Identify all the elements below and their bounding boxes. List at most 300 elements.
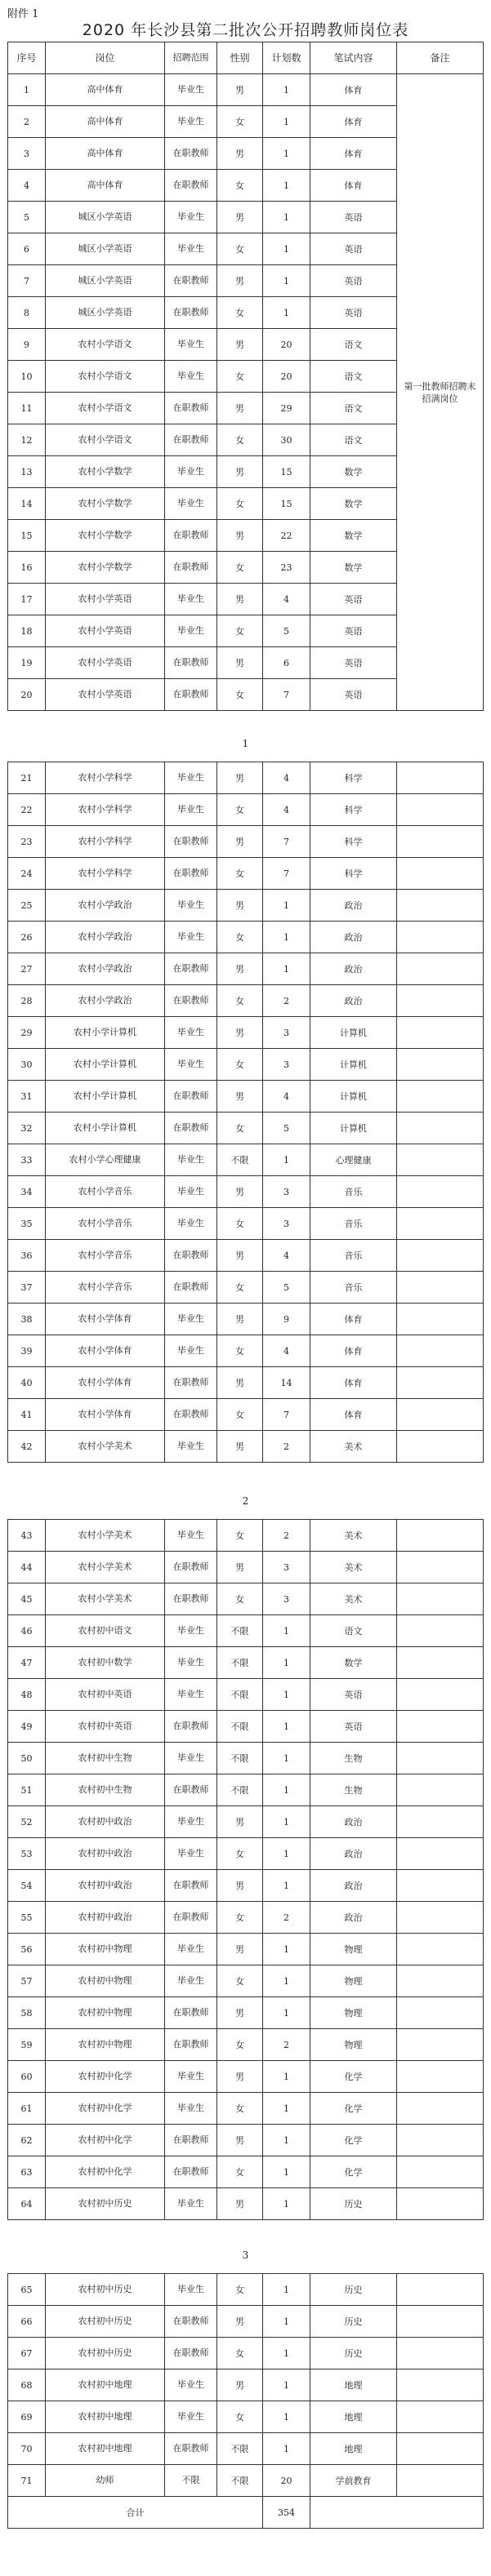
row-number: 5 — [8, 202, 46, 233]
row-number: 23 — [8, 826, 46, 858]
table-row — [8, 2274, 484, 2306]
row-number: 47 — [8, 1647, 46, 1679]
row-number: 53 — [8, 1838, 46, 1870]
exam-subject: 英语 — [310, 297, 397, 329]
table-row — [8, 1208, 484, 1240]
recruit-scope: 毕业生 — [165, 1176, 217, 1208]
row-number: 3 — [8, 138, 46, 170]
plan-count: 5 — [263, 1272, 310, 1304]
row-number: 36 — [8, 1240, 46, 1272]
post-name: 城区小学英语 — [46, 202, 165, 233]
remark-empty — [397, 2465, 484, 2497]
post-name: 农村小学数学 — [46, 520, 165, 552]
plan-count: 1 — [263, 953, 310, 985]
gender: 男 — [217, 890, 263, 922]
table-row — [8, 2465, 484, 2497]
exam-subject: 美术 — [310, 1520, 397, 1552]
exam-subject: 体育 — [310, 138, 397, 170]
exam-subject: 数学 — [310, 456, 397, 488]
table-row — [8, 74, 484, 106]
plan-count: 1 — [263, 2061, 310, 2093]
recruit-scope: 毕业生 — [165, 1934, 217, 1965]
row-number: 65 — [8, 2274, 46, 2306]
remark-empty — [397, 2061, 484, 2093]
remark-empty — [397, 1997, 484, 2029]
exam-subject: 政治 — [310, 1870, 397, 1902]
post-name: 农村小学政治 — [46, 890, 165, 922]
post-name: 农村小学美术 — [46, 1583, 165, 1615]
post-name: 农村初中物理 — [46, 1934, 165, 1965]
row-number: 13 — [8, 456, 46, 488]
recruit-scope: 在职教师 — [165, 2306, 217, 2338]
post-name: 农村小学科学 — [46, 826, 165, 858]
remark-empty — [397, 2188, 484, 2220]
row-number: 63 — [8, 2156, 46, 2188]
remark-empty — [397, 2029, 484, 2061]
post-table-section-4 — [7, 2273, 484, 2529]
post-name: 城区小学英语 — [46, 265, 165, 297]
row-number: 20 — [8, 679, 46, 711]
row-number: 7 — [8, 265, 46, 297]
recruit-scope: 毕业生 — [165, 1520, 217, 1552]
exam-subject: 政治 — [310, 1806, 397, 1838]
remark-empty — [397, 762, 484, 794]
exam-subject: 语文 — [310, 329, 397, 361]
post-name: 农村初中物理 — [46, 1965, 165, 1997]
remark-empty — [397, 1272, 484, 1304]
table-row — [8, 1647, 484, 1679]
recruit-scope: 毕业生 — [165, 2369, 217, 2401]
gender: 女 — [217, 552, 263, 584]
recruit-scope: 毕业生 — [165, 1049, 217, 1081]
table-row — [8, 2156, 484, 2188]
row-number: 37 — [8, 1272, 46, 1304]
table-row — [8, 2188, 484, 2220]
post-name: 农村小学体育 — [46, 1335, 165, 1367]
remark-empty — [397, 2125, 484, 2156]
recruit-scope: 在职教师 — [165, 826, 217, 858]
table-row — [8, 922, 484, 953]
plan-count: 22 — [263, 520, 310, 552]
recruit-scope: 毕业生 — [165, 584, 217, 615]
exam-subject: 生物 — [310, 1743, 397, 1774]
gender: 女 — [217, 1838, 263, 1870]
row-number: 14 — [8, 488, 46, 520]
row-number: 19 — [8, 647, 46, 679]
recruit-scope: 在职教师 — [165, 297, 217, 329]
gender: 女 — [217, 2093, 263, 2125]
table-row — [8, 1806, 484, 1838]
row-number: 50 — [8, 1743, 46, 1774]
exam-subject: 数学 — [310, 488, 397, 520]
post-name: 农村小学科学 — [46, 794, 165, 826]
table-row — [8, 1552, 484, 1583]
post-name: 农村初中生物 — [46, 1774, 165, 1806]
row-number: 57 — [8, 1965, 46, 1997]
recruit-scope: 毕业生 — [165, 456, 217, 488]
post-name: 农村初中物理 — [46, 1997, 165, 2029]
remark-empty — [397, 1520, 484, 1552]
recruit-scope: 毕业生 — [165, 1647, 217, 1679]
post-name: 城区小学英语 — [46, 233, 165, 265]
recruit-scope: 在职教师 — [165, 170, 217, 202]
plan-count: 14 — [263, 1367, 310, 1399]
row-number: 52 — [8, 1806, 46, 1838]
exam-subject: 历史 — [310, 2306, 397, 2338]
plan-count: 3 — [263, 1176, 310, 1208]
recruit-scope: 在职教师 — [165, 858, 217, 890]
row-number: 40 — [8, 1367, 46, 1399]
exam-subject: 科学 — [310, 858, 397, 890]
recruit-scope: 在职教师 — [165, 1367, 217, 1399]
plan-count: 1 — [263, 233, 310, 265]
gender: 男 — [217, 2061, 263, 2093]
header-plan: 计划数 — [263, 42, 310, 74]
page-number-1: 1 — [242, 738, 249, 749]
post-name: 农村小学英语 — [46, 615, 165, 647]
remark-empty — [397, 1615, 484, 1647]
recruit-scope: 在职教师 — [165, 1774, 217, 1806]
remark-empty — [397, 1113, 484, 1144]
gender: 男 — [217, 74, 263, 106]
exam-subject: 音乐 — [310, 1176, 397, 1208]
remark-empty — [397, 1583, 484, 1615]
header-post: 岗位 — [46, 42, 165, 74]
row-number: 16 — [8, 552, 46, 584]
row-number: 15 — [8, 520, 46, 552]
exam-subject: 科学 — [310, 826, 397, 858]
plan-count: 2 — [263, 1520, 310, 1552]
remark-empty — [397, 2433, 484, 2465]
row-number: 51 — [8, 1774, 46, 1806]
row-number: 70 — [8, 2433, 46, 2465]
exam-subject: 化学 — [310, 2061, 397, 2093]
gender: 女 — [217, 1113, 263, 1144]
plan-count: 2 — [263, 985, 310, 1017]
plan-count: 20 — [263, 329, 310, 361]
exam-subject: 数学 — [310, 552, 397, 584]
post-name: 农村小学科学 — [46, 858, 165, 890]
remark-empty — [397, 2306, 484, 2338]
gender: 男 — [217, 520, 263, 552]
plan-count: 1 — [263, 1647, 310, 1679]
plan-count: 1 — [263, 1144, 310, 1176]
recruit-scope: 在职教师 — [165, 424, 217, 456]
table-row — [8, 985, 484, 1017]
post-name: 农村初中历史 — [46, 2306, 165, 2338]
table-row — [8, 2338, 484, 2369]
exam-subject: 政治 — [310, 922, 397, 953]
remark-empty — [397, 1304, 484, 1335]
recruit-scope: 毕业生 — [165, 1965, 217, 1997]
exam-subject: 音乐 — [310, 1272, 397, 1304]
row-number: 61 — [8, 2093, 46, 2125]
post-name: 农村小学体育 — [46, 1304, 165, 1335]
row-number: 12 — [8, 424, 46, 456]
post-name: 农村小学数学 — [46, 488, 165, 520]
row-number: 66 — [8, 2306, 46, 2338]
table-row — [8, 953, 484, 985]
gender: 女 — [217, 424, 263, 456]
gender: 男 — [217, 456, 263, 488]
exam-subject: 体育 — [310, 1335, 397, 1367]
exam-subject: 化学 — [310, 2156, 397, 2188]
exam-subject: 语文 — [310, 393, 397, 424]
table-row — [8, 1965, 484, 1997]
row-number: 26 — [8, 922, 46, 953]
exam-subject: 体育 — [310, 74, 397, 106]
gender: 女 — [217, 1902, 263, 1934]
post-table-section-3 — [7, 1519, 484, 2220]
remark-empty — [397, 1081, 484, 1113]
table-row — [8, 2093, 484, 2125]
exam-subject: 音乐 — [310, 1240, 397, 1272]
post-name: 农村小学英语 — [46, 584, 165, 615]
total-value: 354 — [263, 2497, 310, 2529]
remark-empty — [397, 1902, 484, 1934]
plan-count: 20 — [263, 361, 310, 393]
remark-empty — [397, 1647, 484, 1679]
row-number: 33 — [8, 1144, 46, 1176]
exam-subject: 地理 — [310, 2369, 397, 2401]
plan-count: 4 — [263, 584, 310, 615]
gender: 男 — [217, 1997, 263, 2029]
table-row — [8, 1335, 484, 1367]
plan-count: 4 — [263, 1240, 310, 1272]
plan-count: 1 — [263, 1679, 310, 1711]
recruit-scope: 毕业生 — [165, 890, 217, 922]
total-label: 合计 — [8, 2497, 263, 2529]
row-number: 56 — [8, 1934, 46, 1965]
plan-count: 3 — [263, 1049, 310, 1081]
gender: 男 — [217, 1367, 263, 1399]
recruit-scope: 毕业生 — [165, 202, 217, 233]
post-name: 农村小学音乐 — [46, 1272, 165, 1304]
row-number: 41 — [8, 1399, 46, 1431]
post-name: 农村小学英语 — [46, 647, 165, 679]
recruit-scope: 毕业生 — [165, 794, 217, 826]
plan-count: 30 — [263, 424, 310, 456]
exam-subject: 计算机 — [310, 1081, 397, 1113]
table-row — [8, 1774, 484, 1806]
gender: 男 — [217, 2369, 263, 2401]
row-number: 1 — [8, 74, 46, 106]
recruit-scope: 在职教师 — [165, 985, 217, 1017]
post-name: 农村初中政治 — [46, 1870, 165, 1902]
post-name: 农村小学英语 — [46, 679, 165, 711]
gender: 女 — [217, 1208, 263, 1240]
plan-count: 1 — [263, 106, 310, 138]
plan-count: 2 — [263, 1902, 310, 1934]
gender: 男 — [217, 826, 263, 858]
plan-count: 3 — [263, 1552, 310, 1583]
gender: 男 — [217, 1176, 263, 1208]
plan-count: 1 — [263, 1997, 310, 2029]
recruit-scope: 在职教师 — [165, 2433, 217, 2465]
table-row — [8, 1399, 484, 1431]
table-row — [8, 1304, 484, 1335]
page-number-3: 3 — [242, 2250, 249, 2261]
recruit-scope: 在职教师 — [165, 2029, 217, 2061]
row-number: 43 — [8, 1520, 46, 1552]
recruit-scope: 在职教师 — [165, 1583, 217, 1615]
exam-subject: 英语 — [310, 615, 397, 647]
recruit-scope: 毕业生 — [165, 1208, 217, 1240]
gender: 男 — [217, 1806, 263, 1838]
gender: 男 — [217, 2125, 263, 2156]
exam-subject: 政治 — [310, 1838, 397, 1870]
post-name: 农村小学体育 — [46, 1367, 165, 1399]
recruit-scope: 在职教师 — [165, 1552, 217, 1583]
row-number: 71 — [8, 2465, 46, 2497]
exam-subject: 英语 — [310, 1711, 397, 1743]
gender: 女 — [217, 1049, 263, 1081]
recruit-scope: 在职教师 — [165, 679, 217, 711]
gender: 不限 — [217, 1647, 263, 1679]
recruit-scope: 毕业生 — [165, 361, 217, 393]
plan-count: 3 — [263, 1208, 310, 1240]
post-name: 农村初中历史 — [46, 2188, 165, 2220]
gender: 男 — [217, 1870, 263, 1902]
recruit-scope: 在职教师 — [165, 138, 217, 170]
post-name: 农村初中语文 — [46, 1615, 165, 1647]
recruit-scope: 毕业生 — [165, 1017, 217, 1049]
remark-empty — [397, 858, 484, 890]
post-name: 农村小学语文 — [46, 424, 165, 456]
post-name: 农村小学政治 — [46, 953, 165, 985]
remark-empty — [397, 1399, 484, 1431]
plan-count: 1 — [263, 2188, 310, 2220]
gender: 女 — [217, 2338, 263, 2369]
plan-count: 9 — [263, 1304, 310, 1335]
exam-subject: 英语 — [310, 1679, 397, 1711]
exam-subject: 英语 — [310, 584, 397, 615]
row-number: 6 — [8, 233, 46, 265]
exam-subject: 化学 — [310, 2125, 397, 2156]
post-name: 高中体育 — [46, 74, 165, 106]
gender: 不限 — [217, 1774, 263, 1806]
recruit-scope: 在职教师 — [165, 2338, 217, 2369]
post-name: 农村初中政治 — [46, 1806, 165, 1838]
gender: 男 — [217, 584, 263, 615]
remark-empty — [397, 1176, 484, 1208]
gender: 男 — [217, 1431, 263, 1463]
table-row — [8, 2433, 484, 2465]
gender: 女 — [217, 106, 263, 138]
header-gender: 性别 — [217, 42, 263, 74]
plan-count: 5 — [263, 615, 310, 647]
exam-subject: 体育 — [310, 1399, 397, 1431]
post-name: 农村小学美术 — [46, 1552, 165, 1583]
row-number: 58 — [8, 1997, 46, 2029]
table-row — [8, 1870, 484, 1902]
row-number: 44 — [8, 1552, 46, 1583]
post-name: 农村小学科学 — [46, 762, 165, 794]
post-name: 高中体育 — [46, 106, 165, 138]
post-name: 农村初中地理 — [46, 2369, 165, 2401]
remark-empty — [397, 1144, 484, 1176]
recruit-scope: 不限 — [165, 2465, 217, 2497]
post-name: 农村小学体育 — [46, 1399, 165, 1431]
exam-subject: 体育 — [310, 106, 397, 138]
row-number: 54 — [8, 1870, 46, 1902]
recruit-scope: 在职教师 — [165, 953, 217, 985]
exam-subject: 历史 — [310, 2338, 397, 2369]
recruit-scope: 毕业生 — [165, 329, 217, 361]
exam-subject: 化学 — [310, 2093, 397, 2125]
plan-count: 4 — [263, 1335, 310, 1367]
table-row — [8, 1081, 484, 1113]
plan-count: 4 — [263, 1081, 310, 1113]
remark-empty — [397, 1367, 484, 1399]
post-name: 高中体育 — [46, 170, 165, 202]
row-number: 24 — [8, 858, 46, 890]
plan-count: 1 — [263, 1774, 310, 1806]
plan-count: 1 — [263, 265, 310, 297]
plan-count: 23 — [263, 552, 310, 584]
exam-subject: 物理 — [310, 2029, 397, 2061]
row-number: 11 — [8, 393, 46, 424]
plan-count: 1 — [263, 1615, 310, 1647]
exam-subject: 英语 — [310, 202, 397, 233]
gender: 女 — [217, 1272, 263, 1304]
recruit-scope: 在职教师 — [165, 647, 217, 679]
row-number: 59 — [8, 2029, 46, 2061]
plan-count: 1 — [263, 1711, 310, 1743]
exam-subject: 历史 — [310, 2188, 397, 2220]
remark-empty — [397, 1743, 484, 1774]
post-name: 农村初中化学 — [46, 2061, 165, 2093]
remark-empty — [397, 985, 484, 1017]
row-number: 29 — [8, 1017, 46, 1049]
row-number: 42 — [8, 1431, 46, 1463]
remark-empty — [397, 1431, 484, 1463]
post-name: 农村小学政治 — [46, 922, 165, 953]
recruit-scope: 毕业生 — [165, 74, 217, 106]
exam-subject: 心理健康 — [310, 1144, 397, 1176]
recruit-scope: 毕业生 — [165, 1743, 217, 1774]
plan-count: 3 — [263, 1017, 310, 1049]
post-name: 幼师 — [46, 2465, 165, 2497]
plan-count: 1 — [263, 138, 310, 170]
exam-subject: 英语 — [310, 265, 397, 297]
row-number: 28 — [8, 985, 46, 1017]
gender: 女 — [217, 488, 263, 520]
table-row — [8, 1838, 484, 1870]
row-number: 68 — [8, 2369, 46, 2401]
exam-subject: 物理 — [310, 1934, 397, 1965]
gender: 女 — [217, 922, 263, 953]
post-name: 农村小学计算机 — [46, 1049, 165, 1081]
recruit-scope: 毕业生 — [165, 1431, 217, 1463]
post-name: 农村初中历史 — [46, 2274, 165, 2306]
row-number: 30 — [8, 1049, 46, 1081]
recruit-scope: 毕业生 — [165, 2274, 217, 2306]
plan-count: 1 — [263, 202, 310, 233]
row-number: 46 — [8, 1615, 46, 1647]
remark-empty — [397, 2093, 484, 2125]
table-row — [8, 2061, 484, 2093]
gender: 女 — [217, 170, 263, 202]
plan-count: 1 — [263, 2156, 310, 2188]
header-subject: 笔试内容 — [310, 42, 397, 74]
recruit-scope: 毕业生 — [165, 1304, 217, 1335]
remark-empty — [397, 2338, 484, 2369]
table-row — [8, 1520, 484, 1552]
table-row — [8, 2029, 484, 2061]
gender: 女 — [217, 2029, 263, 2061]
plan-count: 1 — [263, 2125, 310, 2156]
